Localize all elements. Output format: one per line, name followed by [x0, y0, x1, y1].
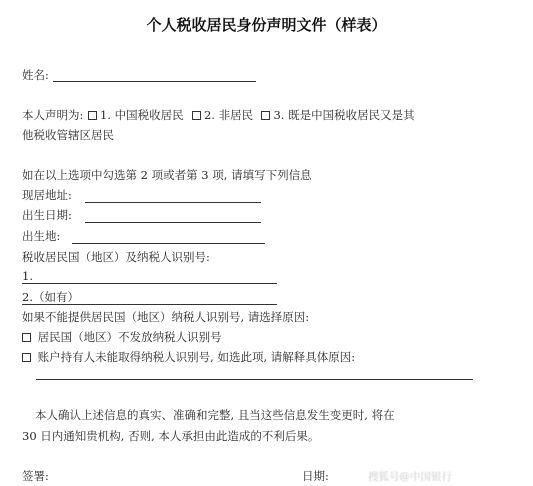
name-label: 姓名:: [22, 68, 49, 82]
residence-tin-label: 税收居民国（地区）及纳税人识别号:: [22, 250, 210, 264]
reason-2-row: [22, 349, 355, 365]
declaration-row: [22, 107, 415, 123]
date-label: 日期:: [302, 469, 329, 483]
reason-1-row: [22, 329, 222, 345]
option-non-resident: 2. 非居民: [203, 108, 254, 122]
name-field-line[interactable]: [53, 81, 256, 82]
declaration-prefix: 本人声明为:: [22, 108, 84, 122]
birth-place-line[interactable]: [72, 243, 265, 244]
birth-date-label: 出生日期:: [22, 208, 72, 222]
checkbox-china-resident[interactable]: [88, 111, 97, 120]
entry-2-label: 2.（如有）: [22, 290, 79, 304]
reason-explanation-line[interactable]: [36, 379, 473, 380]
entry-1-line[interactable]: [22, 283, 277, 284]
option-china-resident: 1. 中国税收居民: [100, 108, 184, 122]
checkbox-reason-1[interactable]: [22, 333, 31, 342]
current-address-label: 现居地址:: [22, 188, 72, 202]
option-dual-resident: 3. 既是中国税收居民又是其: [273, 108, 415, 122]
signature-label: 签署:: [22, 469, 49, 483]
entry-2-line[interactable]: [22, 304, 277, 305]
checkbox-reason-2[interactable]: [22, 353, 31, 362]
checkbox-dual-resident[interactable]: [261, 111, 270, 120]
reason-1-label: 居民国（地区）不发放纳税人识别号: [37, 330, 222, 344]
fill-instruction: 如在以上选项中勾选第 2 项或者第 3 项, 请填写下列信息: [22, 168, 312, 182]
birth-date-line[interactable]: [85, 222, 261, 223]
no-tin-reason-label: 如果不能提供居民国（地区）纳税人识别号, 请选择原因:: [22, 310, 310, 324]
current-address-line[interactable]: [85, 202, 261, 203]
confirmation-line-2: 30 日内通知贵机构, 否则, 本人承担由此造成的不利后果。: [22, 429, 320, 443]
document-title: 个人税收居民身份声明文件（样表）: [146, 16, 387, 34]
reason-2-label: 账户持有人未能取得纳税人识别号, 如选此项, 请解释具体原因:: [37, 350, 356, 364]
birth-place-label: 出生地:: [22, 229, 61, 243]
entry-1-label: 1.: [22, 269, 33, 283]
watermark: 搜狐号@中国银行: [368, 471, 452, 483]
confirmation-line-1: 本人确认上述信息的真实、准确和完整, 且当这些信息发生变更时, 将在: [35, 408, 395, 422]
option-dual-resident-cont: 他税收管辖区居民: [22, 128, 114, 142]
checkbox-non-resident[interactable]: [192, 111, 201, 120]
